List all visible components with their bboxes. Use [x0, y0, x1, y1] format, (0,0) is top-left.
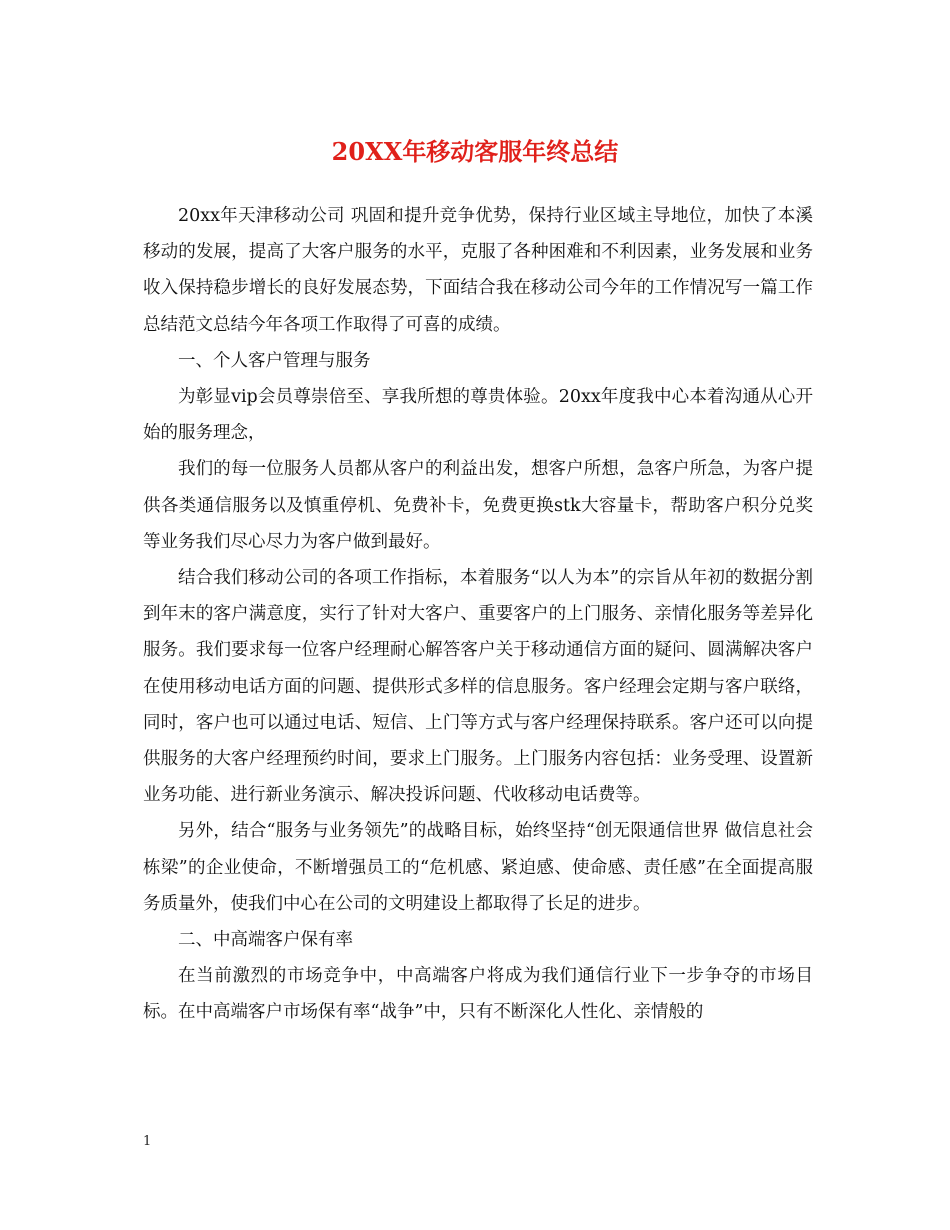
- paragraph-service-staff: 我们的每一位服务人员都从客户的利益出发，想客户所想，急客户所急，为客户提供各类通信服务以及慎重停机、免费补卡，免费更换stk大容量卡，帮助客户积分兑奖等业务我们尽心尽力为客户做到最好。: [143, 459, 813, 552]
- section-heading-1: 一、个人客户管理与服务: [178, 350, 371, 371]
- paragraph-vip: 为彰显vip会员尊崇倍至、享我所想的尊贵体验。20xx年度我中心本着沟通从心开始的服务理念，: [143, 387, 813, 444]
- document-body: [143, 198, 813, 1031]
- document-title: 20XX年移动客服年终总结: [331, 137, 619, 166]
- page-number: 1: [143, 1134, 152, 1149]
- paragraph-market-competition: 在当前激烈的市场竞争中，中高端客户将成为我们通信行业下一步争夺的市场目标。在中高端客户市场保有率“战争”中，只有不断深化人性化、亲情般的: [143, 966, 813, 1023]
- paragraph-work-indicators: 结合我们移动公司的各项工作指标，本着服务“以人为本”的宗旨从年初的数据分割到年末的客户满意度，实行了针对大客户、重要客户的上门服务、亲情化服务等差异化服务。我们要求每一位客户经理耐心解答客户关于移动通信方面的疑问、圆满解决客户在使用移动电话方面的问题、提供形式多样的信息服务。客户经理会定期与客户联络，同时，客户也可以通过电话、短信、上门等方式与客户经理保持联系。客户还可以向提供服务的大客户经理预约时间，要求上门服务。上门服务内容包括：业务受理、设置新业务功能、进行新业务演示、解决投诉问题、代收移动电话费等。: [143, 568, 813, 806]
- section-heading-2: 二、中高端客户保有率: [178, 930, 353, 951]
- paragraph-intro: 20xx年天津移动公司 巩固和提升竞争优势，保持行业区域主导地位，加快了本溪移动的发展，提高了大客户服务的水平，克服了各种困难和不利因素，业务发展和业务收入保持稳步增长的良好发展态势，下面结合我在移动公司今年的工作情况写一篇工作总结范文总结今年各项工作取得了可喜的成绩。: [143, 206, 813, 335]
- paragraph-strategy: 另外，结合“服务与业务领先”的战略目标，始终坚持“创无限通信世界 做信息社会栋梁”的企业使命，不断增强员工的“危机感、紧迫感、使命感、责任感”在全面提高服务质量外，使我们中心在公司的文明建设上都取得了长足的进步。: [143, 821, 813, 914]
